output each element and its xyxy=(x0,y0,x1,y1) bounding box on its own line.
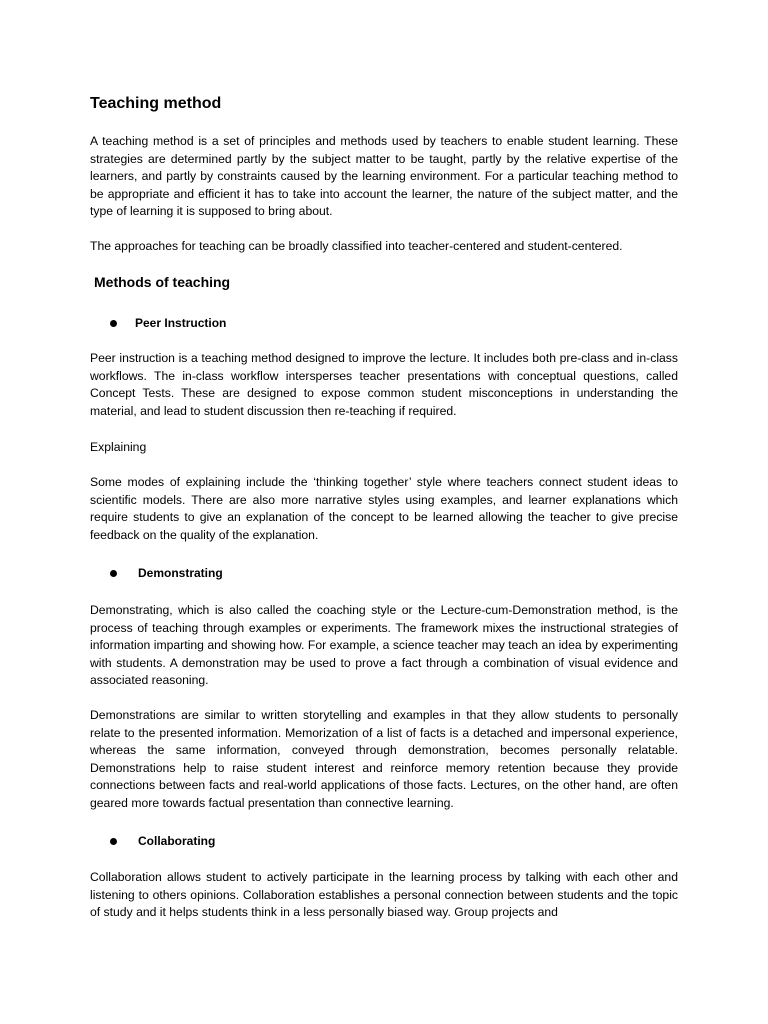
peer-instruction-paragraph: Peer instruction is a teaching method designed to improve the lecture. It includes both pre-class and in-class workflows. The in-class workflow intersperses teacher presentations with conceptual questions, called Concept Tests. These are designed to expose common student misconceptions in understanding the material, and lead to student discussion then re-teaching if required. xyxy=(90,351,678,418)
section-heading: Methods of teaching xyxy=(94,274,231,290)
bullet-icon xyxy=(110,838,117,845)
document-title: Teaching method xyxy=(90,95,222,112)
intro-paragraph: A teaching method is a set of principles and methods used by teachers to enable student learning. These strategies are determined partly by the subject matter to be taught, partly by the relative expertise of the learners, and partly by constraints caused by the learning environment. For a particular teaching method to be appropriate and efficient it has to take into account the learner, the nature of the subject matter, and the type of learning it is supposed to bring about. xyxy=(90,134,678,219)
demonstrating-paragraph-2: Demonstrations are similar to written storytelling and examples in that they allow students to personally relate to the presented information. Memorization of a list of facts is a detached and impersonal experience, whereas the same information, conveyed through demonstration, becomes personally relatable. Demonstrations help to raise student interest and reinforce memory retention because they provide connections between facts and real-world applications of those facts. Lectures, on the other hand, are often geared more towards factual presentation than connective learning. xyxy=(90,708,678,810)
bullet-icon xyxy=(110,570,117,577)
bullet-peer-instruction xyxy=(110,314,510,332)
bullet-demonstrating xyxy=(110,564,510,582)
explaining-heading: Explaining xyxy=(90,440,147,454)
explaining-paragraph: Some modes of explaining include the ‘thinking together’ style where teachers connect student ideas to scientific models. There are also more narrative styles using examples, and learner explanations which require students to give an explanation of the concept to be learned allowing the teacher to give precise feedback on the quality of the explanation. xyxy=(90,475,678,542)
collaborating-paragraph: Collaboration allows student to actively participate in the learning process by talking with each other and listening to others opinions. Collaboration establishes a personal connection between students and the topic of study and it helps students think in a less personally biased way. Group projects and xyxy=(90,870,678,920)
bullet-label: Collaborating xyxy=(138,834,216,848)
bullet-label: Peer Instruction xyxy=(135,316,227,330)
bullet-label: Demonstrating xyxy=(138,566,223,580)
bullet-collaborating xyxy=(110,832,510,850)
demonstrating-paragraph-1: Demonstrating, which is also called the coaching style or the Lecture-cum-Demonstration method, is the process of teaching through examples or experiments. The framework mixes the instructional strategies of information imparting and showing how. For example, a science teacher may teach an idea by experimenting with students. A demonstration may be used to prove a fact through a combination of visual evidence and associated reasoning. xyxy=(90,603,678,688)
bullet-icon xyxy=(110,320,117,327)
approaches-paragraph: The approaches for teaching can be broadly classified into teacher-centered and student-centered. xyxy=(90,239,623,253)
